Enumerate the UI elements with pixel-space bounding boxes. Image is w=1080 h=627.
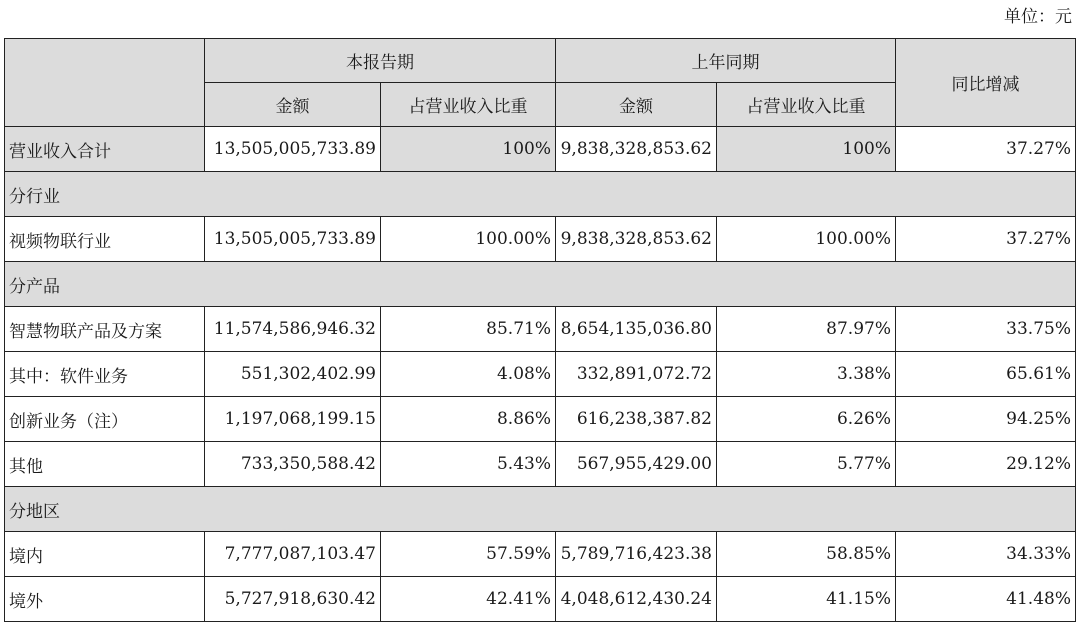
- header-blank-cell: [5, 39, 205, 127]
- section-label: 分行业: [5, 172, 1076, 217]
- section-row-product: [5, 262, 1076, 307]
- current-amount-cell: 13,505,005,733.89: [205, 217, 381, 262]
- current-share-cell: 8.86%: [381, 397, 556, 442]
- current-share-cell: 42.41%: [381, 577, 556, 622]
- yoy-cell: 29.12%: [896, 442, 1076, 487]
- row-label: 境内: [5, 532, 205, 577]
- header-prior-amount: 金额: [556, 83, 717, 127]
- table-row-video-iot: [5, 217, 1076, 262]
- current-share-cell: 100.00%: [381, 217, 556, 262]
- header-prior-period: 上年同期: [556, 39, 896, 83]
- current-share-cell: 5.43%: [381, 442, 556, 487]
- prior-share-cell: 6.26%: [717, 397, 896, 442]
- prior-share-cell: 100%: [717, 127, 896, 172]
- header-row-top: [5, 39, 1076, 83]
- current-amount-cell: 5,727,918,630.42: [205, 577, 381, 622]
- row-label: 视频物联行业: [5, 217, 205, 262]
- current-amount-cell: 551,302,402.99: [205, 352, 381, 397]
- section-row-region: [5, 487, 1076, 532]
- row-label: 境外: [5, 577, 205, 622]
- section-label: 分地区: [5, 487, 1076, 532]
- current-share-cell: 85.71%: [381, 307, 556, 352]
- current-amount-cell: 733,350,588.42: [205, 442, 381, 487]
- yoy-cell: 65.61%: [896, 352, 1076, 397]
- prior-share-cell: 3.38%: [717, 352, 896, 397]
- prior-amount-cell: 9,838,328,853.62: [556, 217, 717, 262]
- revenue-breakdown-table: [4, 38, 1076, 622]
- yoy-cell: 41.48%: [896, 577, 1076, 622]
- header-yoy-change: 同比增减: [896, 39, 1076, 127]
- section-label: 分产品: [5, 262, 1076, 307]
- section-row-industry: [5, 172, 1076, 217]
- current-amount-cell: 7,777,087,103.47: [205, 532, 381, 577]
- yoy-cell: 33.75%: [896, 307, 1076, 352]
- header-current-period: 本报告期: [205, 39, 556, 83]
- table-row-overseas: [5, 577, 1076, 622]
- unit-label: 单位：元: [1004, 7, 1072, 27]
- table-row-software: [5, 352, 1076, 397]
- prior-share-cell: 100.00%: [717, 217, 896, 262]
- table-row-domestic: [5, 532, 1076, 577]
- prior-amount-cell: 5,789,716,423.38: [556, 532, 717, 577]
- header-current-share: 占营业收入比重: [381, 83, 556, 127]
- table-row-other: [5, 442, 1076, 487]
- prior-amount-cell: 4,048,612,430.24: [556, 577, 717, 622]
- current-amount-cell: 13,505,005,733.89: [205, 127, 381, 172]
- prior-share-cell: 87.97%: [717, 307, 896, 352]
- prior-amount-cell: 8,654,135,036.80: [556, 307, 717, 352]
- yoy-cell: 37.27%: [896, 127, 1076, 172]
- row-label: 创新业务（注）: [5, 397, 205, 442]
- header-prior-share: 占营业收入比重: [717, 83, 896, 127]
- row-label: 其他: [5, 442, 205, 487]
- row-label: 智慧物联产品及方案: [5, 307, 205, 352]
- yoy-cell: 94.25%: [896, 397, 1076, 442]
- prior-amount-cell: 616,238,387.82: [556, 397, 717, 442]
- prior-amount-cell: 9,838,328,853.62: [556, 127, 717, 172]
- prior-share-cell: 58.85%: [717, 532, 896, 577]
- table-row-innovation: [5, 397, 1076, 442]
- current-share-cell: 100%: [381, 127, 556, 172]
- current-share-cell: 57.59%: [381, 532, 556, 577]
- current-share-cell: 4.08%: [381, 352, 556, 397]
- row-label: 营业收入合计: [5, 127, 205, 172]
- prior-share-cell: 5.77%: [717, 442, 896, 487]
- prior-share-cell: 41.15%: [717, 577, 896, 622]
- yoy-cell: 37.27%: [896, 217, 1076, 262]
- header-current-amount: 金额: [205, 83, 381, 127]
- prior-amount-cell: 332,891,072.72: [556, 352, 717, 397]
- table-row-total: [5, 127, 1076, 172]
- yoy-cell: 34.33%: [896, 532, 1076, 577]
- current-amount-cell: 11,574,586,946.32: [205, 307, 381, 352]
- row-label: 其中：软件业务: [5, 352, 205, 397]
- prior-amount-cell: 567,955,429.00: [556, 442, 717, 487]
- current-amount-cell: 1,197,068,199.15: [205, 397, 381, 442]
- table-row-smart-iot: [5, 307, 1076, 352]
